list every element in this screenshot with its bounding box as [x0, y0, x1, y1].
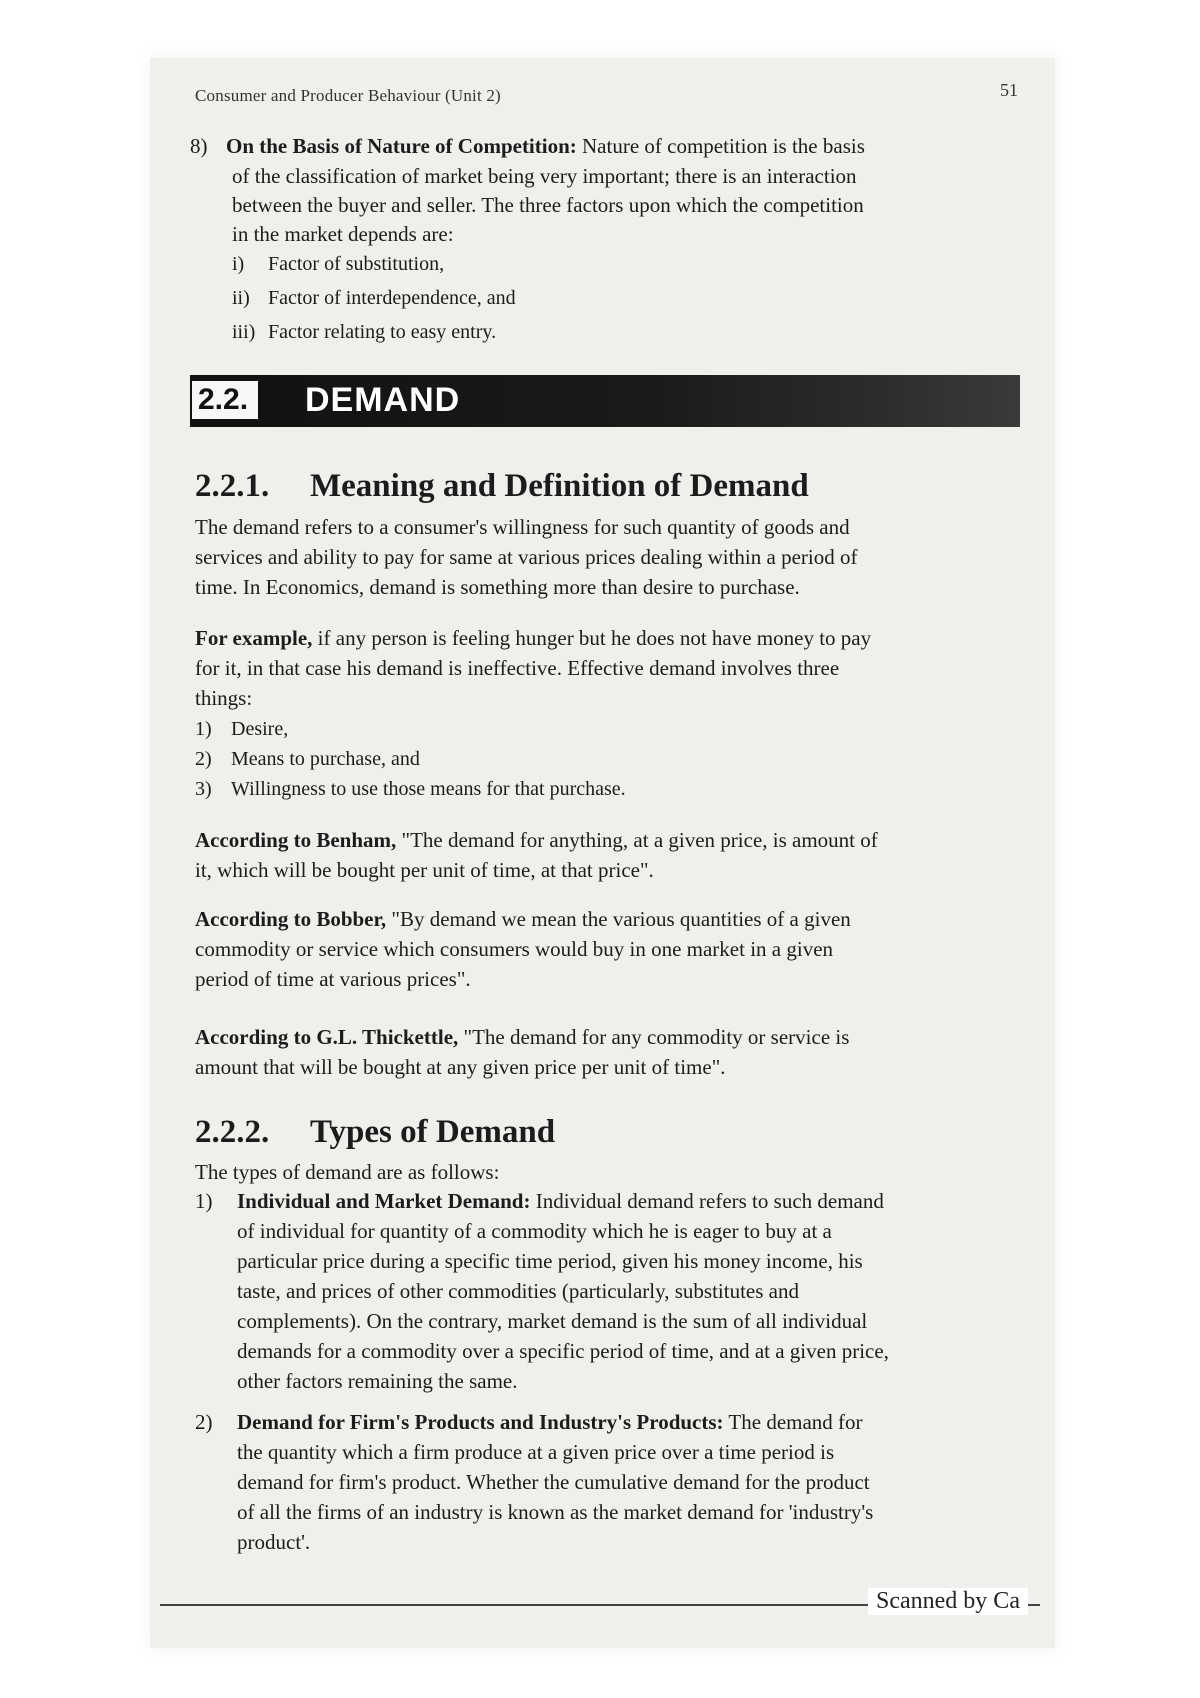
quote-first-line: [195, 826, 1025, 855]
list-item: [232, 316, 496, 348]
list-number: iii): [232, 321, 256, 343]
section-number: 2.2.: [192, 381, 263, 419]
list-number: 2): [195, 748, 212, 770]
paragraph-line: period of time at various prices".: [195, 967, 471, 991]
item-8-line: between the buyer and seller. The three factors upon which the competition: [232, 193, 864, 217]
section-title: DEMAND: [305, 381, 461, 419]
paragraph-line: The demand refers to a consumer's willingness for such quantity of goods and: [195, 515, 850, 539]
list-text: Willingness to use those means for that purchase.: [231, 778, 626, 800]
type-item-text: Individual demand refers to such demand: [535, 1189, 884, 1213]
section-banner: [190, 375, 1020, 427]
type-item-first-line: [195, 1187, 1025, 1216]
quote-author: According to Benham,: [195, 828, 397, 852]
list-text: Factor relating to easy entry.: [268, 321, 497, 343]
list-text: Factor of substitution,: [268, 253, 445, 275]
list-item: [195, 743, 420, 775]
type-item-text: The demand for: [728, 1410, 863, 1434]
paragraph-line: services and ability to pay for same at various prices dealing within a period of: [195, 545, 858, 569]
item-8-heading: On the Basis of Nature of Competition:: [226, 134, 577, 158]
item-8-line: of the classification of market being very important; there is an interaction: [232, 164, 857, 188]
item-number: 8): [190, 134, 208, 158]
quote-author: According to Bobber,: [195, 907, 387, 931]
item-8-line: in the market depends are:: [232, 222, 454, 246]
example-first-line: [195, 624, 1025, 653]
paragraph-line: demands for a commodity over a specific period of time, and at a given price,: [237, 1339, 889, 1363]
quote-author: According to G.L. Thickettle,: [195, 1025, 459, 1049]
list-number: ii): [232, 287, 250, 309]
paragraph-line: other factors remaining the same.: [237, 1369, 518, 1393]
paragraph-line: of all the firms of an industry is known as the market demand for 'industry's: [237, 1500, 874, 1524]
example-text: if any person is feeling hunger but he does not have money to pay: [317, 626, 872, 650]
page-number: 51: [1000, 80, 1018, 100]
paragraph-line: commodity or service which consumers would buy in one market in a given: [195, 937, 834, 961]
list-number: 3): [195, 778, 212, 800]
quote-text: "The demand for any commodity or service is: [463, 1025, 850, 1049]
type-item-heading: Individual and Market Demand:: [237, 1189, 531, 1213]
subsection-heading: [195, 468, 809, 505]
quote-text: "The demand for anything, at a given price, is amount of: [401, 828, 878, 852]
item-8-text: Nature of competition is the basis: [582, 134, 865, 158]
quote-text: "By demand we mean the various quantities of a given: [391, 907, 851, 931]
paragraph-line: complements). On the contrary, market demand is the sum of all individual: [237, 1309, 868, 1333]
paragraph-line: of individual for quantity of a commodity which he is eager to buy at a: [237, 1219, 832, 1243]
paragraph-line: amount that will be bought at any given price per unit of time".: [195, 1055, 726, 1079]
scanned-watermark-text: Scanned by Ca: [868, 1588, 1028, 1615]
paragraph-line: particular price during a specific time period, given his money income, his: [237, 1249, 863, 1273]
running-header: Consumer and Producer Behaviour (Unit 2): [195, 86, 501, 105]
quote-first-line: [195, 905, 1025, 934]
subsection-heading: [195, 1114, 555, 1151]
list-number: 2): [195, 1410, 213, 1434]
subsection-title: Meaning and Definition of Demand: [310, 468, 809, 504]
subsection-number: 2.2.2.: [195, 1114, 270, 1150]
list-text: Factor of interdependence, and: [268, 287, 516, 309]
list-item: [195, 713, 288, 745]
example-label: For example,: [195, 626, 313, 650]
list-item: [232, 282, 516, 314]
type-item-first-line: [195, 1408, 1025, 1437]
list-item: [232, 248, 444, 280]
type-item-heading: Demand for Firm's Products and Industry's Products:: [237, 1410, 724, 1434]
list-text: Means to purchase, and: [231, 748, 420, 770]
paragraph-line: The types of demand are as follows:: [195, 1160, 500, 1184]
subsection-number: 2.2.1.: [195, 468, 270, 504]
list-number: 1): [195, 718, 212, 740]
paragraph-line: the quantity which a firm produce at a given price over a time period is: [237, 1440, 835, 1464]
list-number: i): [232, 253, 245, 275]
list-text: Desire,: [231, 718, 289, 740]
list-item: [195, 773, 626, 805]
paragraph-line: time. In Economics, demand is something more than desire to purchase.: [195, 575, 800, 599]
paragraph-line: demand for firm's product. Whether the cumulative demand for the product: [237, 1470, 870, 1494]
paragraph-line: it, which will be bought per unit of time, at that price".: [195, 858, 654, 882]
paragraph-line: taste, and prices of other commodities (particularly, substitutes and: [237, 1279, 799, 1303]
subsection-title: Types of Demand: [310, 1114, 556, 1150]
paragraph-line: product'.: [237, 1530, 311, 1554]
paragraph-line: things:: [195, 686, 253, 710]
item-8-first-line: [190, 132, 1020, 161]
quote-first-line: [195, 1023, 1025, 1052]
paragraph-line: for it, in that case his demand is ineffective. Effective demand involves three: [195, 656, 840, 680]
list-number: 1): [195, 1189, 213, 1213]
